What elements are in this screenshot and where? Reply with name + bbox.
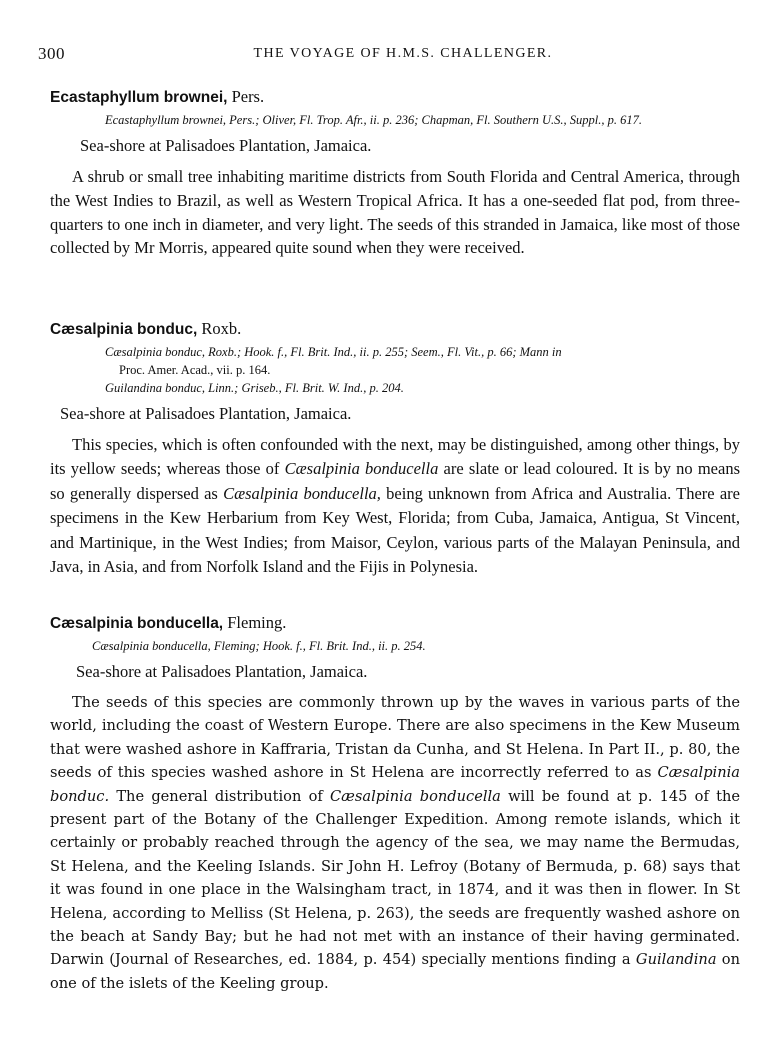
taxon-italic: Cæsalpinia bonducella [284,459,439,479]
species-authority: Roxb. [201,319,242,338]
locality: Sea-shore at Palisadoes Plantation, Jamaica. [60,404,352,423]
species-authority: Pers. [231,87,265,106]
paragraph-text: The seeds of this species are commonly thrown up by the waves in various parts of the world, including the coast of Western Europe. There are also specimens in the Kew Museum that were washed ashore in Kaffraria, Tristan da Cunha, and St Helena. In Part II., p. 80, the seeds of this species washed ashore in St Helena are incorrectly referred to as [50,694,740,782]
species-title [50,612,740,635]
reference-line: Cæsalpinia bonduc, Roxb.; Hook. f., Fl. Brit. Ind., ii. p. 255; Seem., Fl. Vit., p. 66; Mann in [105,345,562,359]
locality: Sea-shore at Palisadoes Plantation, Jamaica. [80,136,372,155]
taxon-italic: Guilandina [635,951,717,969]
reference-line: Guilandina bonduc, Linn.; Griseb., Fl. Brit. W. Ind., p. 204. [105,381,404,395]
references [92,637,740,655]
species-title [50,86,740,109]
species-name: Cæsalpinia bonduc, [50,321,198,338]
running-head-text: THE VOYAGE OF H.M.S. CHALLENGER. [253,46,553,61]
locality: Sea-shore at Palisadoes Plantation, Jamaica. [76,662,368,681]
taxon-italic: Cæsalpinia bonducella, [223,483,381,503]
species-name: Ecastaphyllum brownei, [50,89,228,106]
running-head [0,46,776,62]
paragraph-text: being unknown from Africa and Australia. There are specimens in the Kew Herbarium from Key West, Florida; from Cuba, Jamaica, Antigua, St Vincent, and Martinique, in the West Indies; from Maisor, Ceylon, various parts of the Malayan Peninsula, and Java, in Asia, and from Norfolk Island and the Fijis in Polynesia. [50,483,740,577]
description-paragraph [50,433,740,579]
species-authority: Fleming. [227,613,287,632]
references [105,111,740,129]
entry-ecastaphyllum [50,86,740,260]
entry-caesalpinia-bonduc [50,318,740,579]
page-header [0,44,776,66]
reference-line: Proc. Amer. Acad., vii. p. 164. [119,363,271,377]
taxon-italic: Cæsalpinia bonducella [330,787,501,805]
description-paragraph [50,691,740,995]
references [105,343,740,397]
paragraph-text: are slate or lead coloured. It is by no means so generally dispersed as [50,459,741,503]
taxon-italic: Cæsalpinia bonduc. [50,764,740,805]
page-number: 300 [38,44,65,63]
species-title [50,318,740,341]
paragraph-text: This species, which is often confounded with the next, may be distinguished, among other things, by its yellow seeds; whereas those of [50,435,740,479]
reference-line: Cæsalpinia bonducella, Fleming; Hook. f., Fl. Brit. Ind., ii. p. 254. [92,639,426,653]
entry-caesalpinia-bonducella [50,612,740,995]
paragraph-text: The general distribution of [109,787,331,805]
paragraph-text: will be found at p. 145 of the present part of the Botany of the Challenger Expedition. Among remote islands, which it certainly or probably reached through the agency of the sea, we may name the Bermudas, St Helena, and the Keeling Islands. Sir John H. Lefroy (Botany of Bermuda, p. 68) says that it was found in one place in the Walsingham tract, in 1874, and it was then in flower. In St Helena, according to Melliss (St Helena, p. 263), the seeds are frequently washed ashore on the beach at Sandy Bay; but he had not met with an instance of their having germinated. Darwin (Journal of Researches, ed. 1884, p. 454) specially mentions finding a [50,787,740,969]
paragraph-text: on one of the islets of the Keeling group. [50,951,740,992]
species-name: Cæsalpinia bonducella, [50,615,224,632]
reference-line: Ecastaphyllum brownei, Pers.; Oliver, Fl. Trop. Afr., ii. p. 236; Chapman, Fl. Southern U.S., Suppl., p. 617. [105,113,643,127]
description-paragraph: A shrub or small tree inhabiting maritime districts from South Florida and Central America, through the West Indies to Brazil, as well as Western Tropical Africa. It has a one-seeded flat pod, from three-quarters to one inch in diameter, and very light. The seeds of this stranded in Jamaica, like most of those collected by Mr Morris, appeared quite sound when they were received. [50,167,740,258]
